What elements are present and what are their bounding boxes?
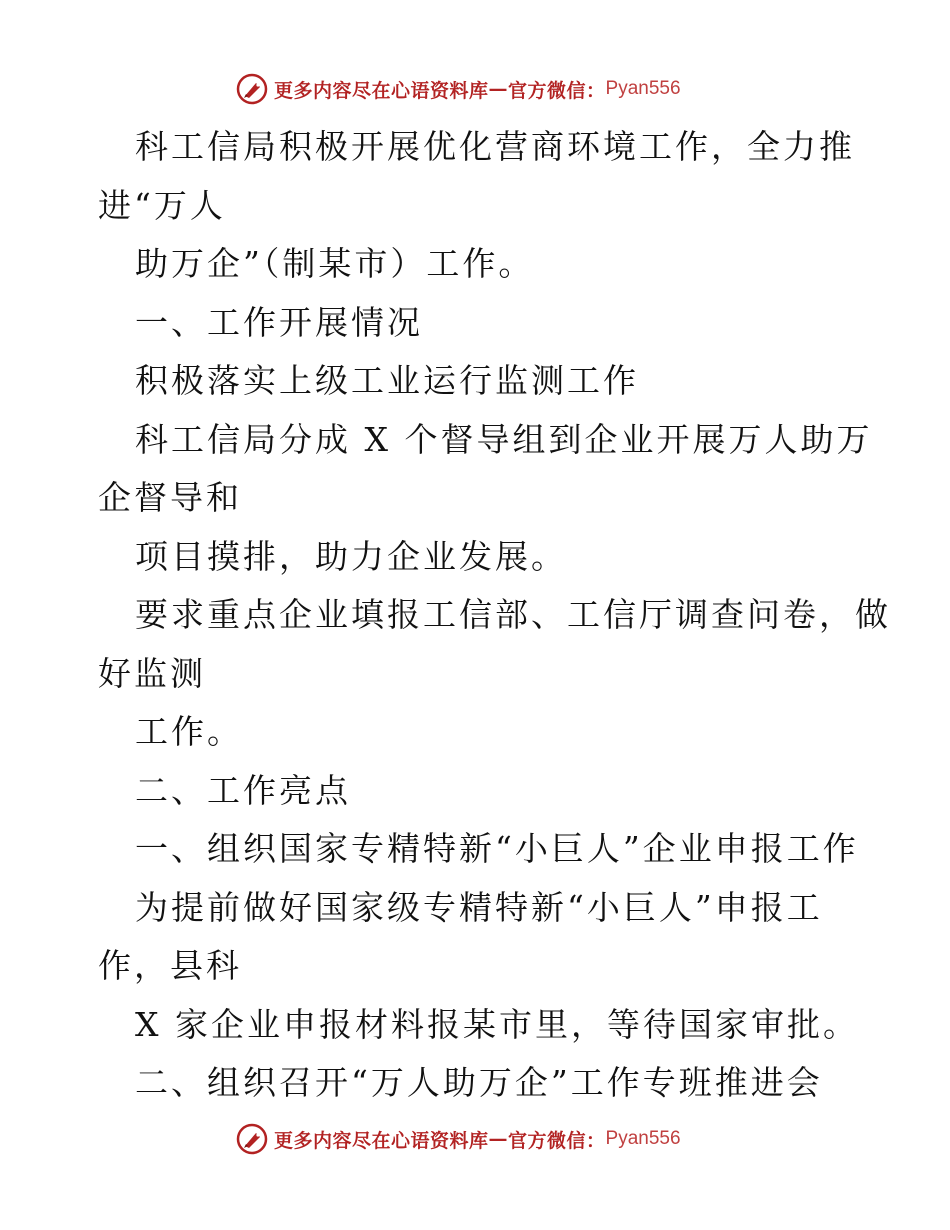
- text-line: 科工信局积极开展优化营商环境工作，全力推: [135, 127, 855, 166]
- pen-nib-logo-icon: [236, 1123, 268, 1155]
- pen-nib-logo-icon: [236, 73, 268, 105]
- header-watermark-banner: [236, 72, 756, 106]
- banner-separator: —: [488, 1128, 509, 1150]
- text-line: 为提前做好国家级专精特新“小巨人”申报工: [135, 887, 823, 927]
- text-line: 一、工作开展情况: [135, 302, 423, 342]
- document-body: [98, 118, 891, 1113]
- text-line: 要求重点企业填报工信部、工信厅调查问卷，做: [135, 595, 891, 634]
- banner-site-text: 更多内容尽在心语资料库: [274, 1129, 489, 1152]
- text-line: 工作。: [135, 712, 243, 751]
- banner-wechat-label: 官方微信：: [508, 79, 606, 102]
- text-line: 科工信局分成 X 个督导组到企业开展万人助万: [135, 419, 873, 459]
- text-line: 二、工作亮点: [135, 770, 351, 810]
- text-line: 项目摸排，助力企业发展。: [135, 536, 567, 576]
- banner-site-text: 更多内容尽在心语资料库: [274, 79, 489, 102]
- text-line: 企督导和: [98, 478, 242, 517]
- text-line: 作，县科: [98, 946, 242, 985]
- text-line: 一、组织国家专精特新“小巨人”企业申报工作: [135, 829, 859, 868]
- text-line: 好监测: [98, 653, 206, 693]
- banner-wechat-id: Pyan556: [605, 1128, 681, 1149]
- text-line: X 家企业申报材料报某市里，等待国家审批。: [135, 1004, 859, 1044]
- text-line: 助万企”（制某市）工作。: [135, 244, 535, 283]
- banner-wechat-label: 官方微信：: [508, 1129, 606, 1152]
- text-line: 积极落实上级工业运行监测工作: [135, 361, 639, 400]
- text-line: 二、组织召开“万人助万企”工作专班推进会: [135, 1063, 823, 1102]
- footer-watermark-banner: [236, 1122, 756, 1156]
- banner-wechat-id: Pyan556: [605, 78, 681, 99]
- text-line: 进“万人: [98, 185, 226, 225]
- banner-separator: —: [488, 78, 509, 100]
